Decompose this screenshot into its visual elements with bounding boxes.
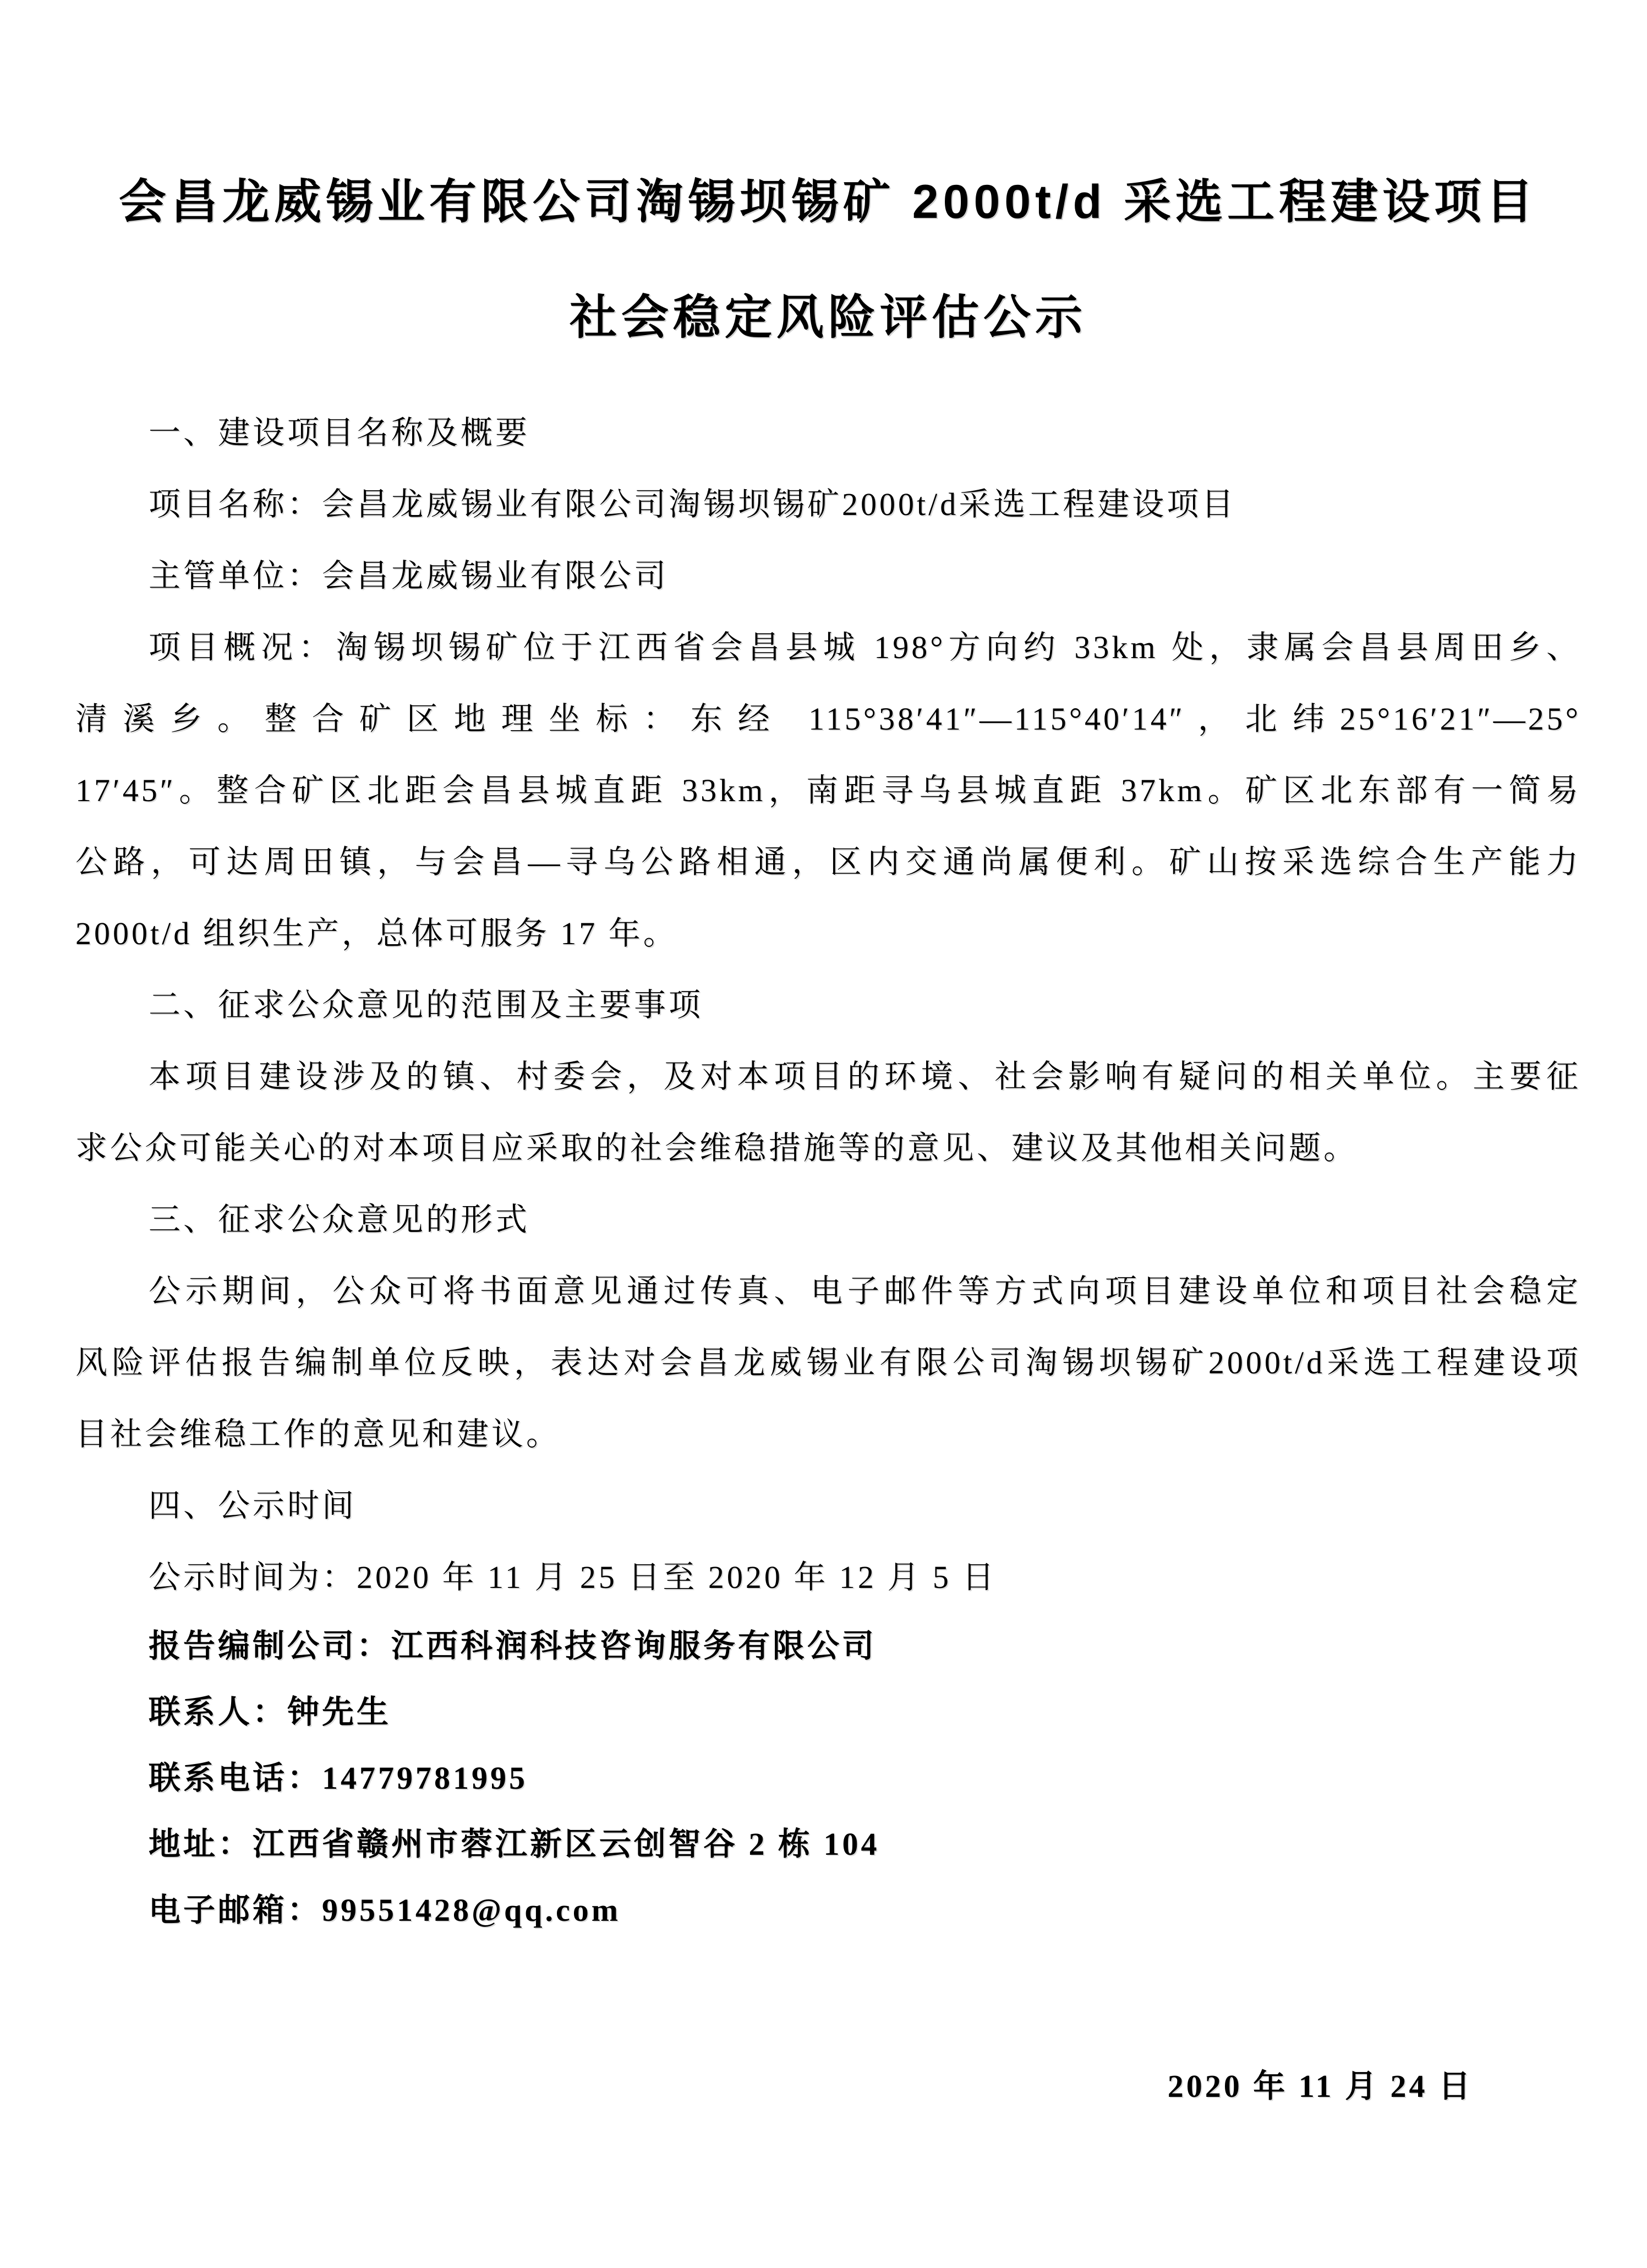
paragraph-form-line: 目社会维稳工作的意见和建议。 (75, 1416, 561, 1452)
paragraph-supervisor: 主管单位：会昌龙威锡业有限公司 (149, 558, 669, 594)
section-heading-4: 四、公示时间 (149, 1488, 357, 1524)
document-title (75, 144, 1581, 375)
section-heading-1: 一、建设项目名称及概要 (149, 415, 530, 451)
paragraph-form-line: 公示期间，公众可将书面意见通过传真、电子邮件等方式向项目建设单位和项目社会稳定 (149, 1273, 1581, 1309)
paragraph-overview-line: 项目概况：淘锡坝锡矿位于江西省会昌县城 198°方向约 33km 处，隶属会昌县周田乡、 (149, 629, 1581, 665)
document-title-line-1: 会昌龙威锡业有限公司淘锡坝锡矿 2000t/d 采选工程建设项目 (118, 176, 1538, 228)
paragraph-form-line: 风险评估报告编制单位反映，表达对会昌龙威锡业有限公司淘锡坝锡矿2000t/d采选工程建设项 (75, 1345, 1581, 1380)
paragraph-overview-line: 公路，可达周田镇，与会昌—寻乌公路相通，区内交通尚属便利。矿山按采选综合生产能力 (75, 844, 1581, 880)
contact-phone-line: 联系电话：14779781995 (149, 1760, 528, 1796)
document-date: 2020 年 11 月 24 日 (1167, 2068, 1473, 2104)
contact-block (75, 1613, 1581, 1943)
paragraph-publicity-period: 公示时间为：2020 年 11 月 25 日至 2020 年 12 月 5 日 (149, 1559, 997, 1595)
contact-company-line: 报告编制公司：江西科润科技咨询服务有限公司 (149, 1628, 877, 1664)
paragraph-overview-line: 清溪乡。整合矿区地理坐标：东经 115°38′41″—115°40′14″，北纬25°16′21″—25° (75, 701, 1581, 737)
contact-person-line: 联系人：钟先生 (149, 1694, 392, 1730)
contact-email-line: 电子邮箱：99551428@qq.com (149, 1892, 621, 1928)
document-title-line-2: 社会稳定风险评估公示 (570, 291, 1087, 344)
section-heading-2: 二、征求公众意见的范围及主要事项 (149, 987, 704, 1023)
section-heading-3: 三、征求公众意见的形式 (149, 1202, 530, 1237)
paragraph-project-name: 项目名称：会昌龙威锡业有限公司淘锡坝锡矿2000t/d采选工程建设项目 (149, 486, 1236, 522)
paragraph-scope-line: 求公众可能关心的对本项目应采取的社会维稳措施等的意见、建议及其他相关问题。 (75, 1130, 1359, 1166)
paragraph-overview-line: 17′45″。整合矿区北距会昌县城直距 33km，南距寻乌县城直距 37km。矿区北东部有一简易 (75, 773, 1581, 808)
contact-address-line: 地址：江西省赣州市蓉江新区云创智谷 2 栋 104 (149, 1826, 880, 1862)
paragraph-scope-line: 本项目建设涉及的镇、村委会，及对本项目的环境、社会影响有疑问的相关单位。主要征 (149, 1059, 1581, 1094)
paragraph-overview-line: 2000t/d 组织生产，总体可服务 17 年。 (75, 916, 678, 951)
notice-body (75, 397, 1581, 1943)
